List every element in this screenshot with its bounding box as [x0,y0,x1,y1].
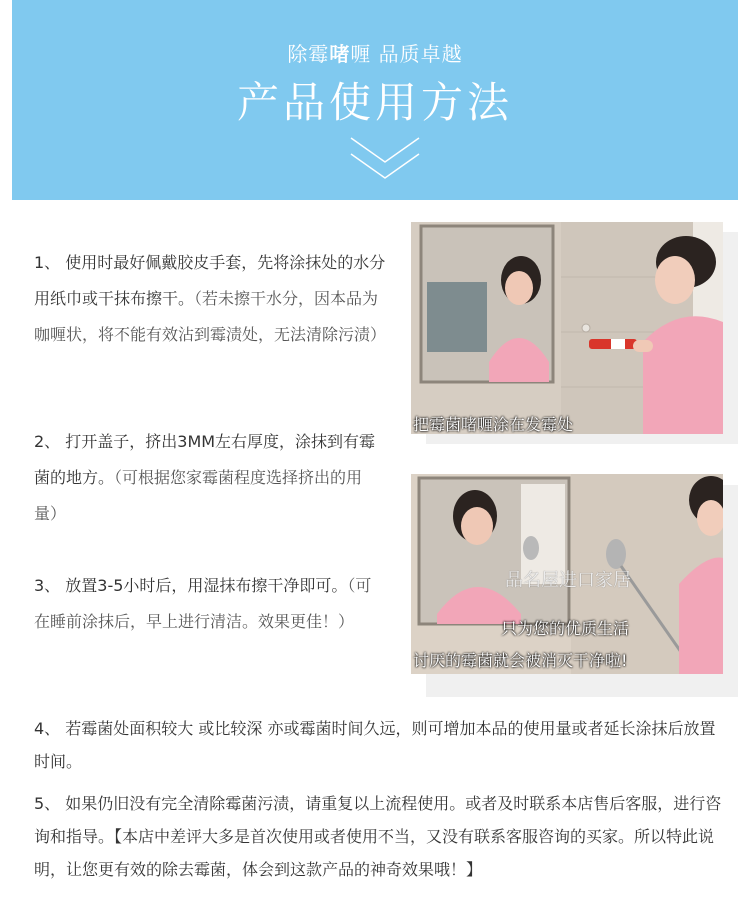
step-2-main: 2、 打开盖子，挤出3MM左右厚度，涂抹到有霉菌的地方。 [34,432,376,487]
photo-1 [411,222,723,434]
banner-subtitle [12,38,738,67]
step-1-main: 1、 使用时最好佩戴胶皮手套，先将涂抹处的水分用纸巾或干抹布擦干。 [34,253,386,308]
photo-1-illustration [411,222,723,434]
step-1-note: （若未擦干水分，因本品为咖喱状，将不能有效沾到霉渍处，无法清除污渍） [34,289,387,344]
step-2 [34,424,386,532]
step-3-main: 3、 放置3-5小时后，用湿抹布擦干净即可。 [34,576,348,595]
banner-subtitle-part1: 除霉 [287,42,330,66]
step-5: 5、 如果仍旧没有完全清除霉菌污渍，请重复以上流程使用。或者及时联系本店售后客服，进行咨询和指导。【本店中差评大多是首次使用或者使用不当，又没有联系客服咨询的买家。所以特此说明，让您更有效的除去霉菌，体会到这款产品的神奇效果哦！】 [34,794,722,879]
photo-2-slogan: 只为您的优质生活 [501,619,630,638]
banner-title: 产品使用方法 [236,78,513,127]
step-1 [34,245,386,353]
banner-subtitle-bold: 啫 [329,42,351,66]
double-chevron-down-icon [347,132,423,184]
step-4: 4、 若霉菌处面积较大 或比较深 亦或霉菌时间久远，则可增加本品的使用量或者延长涂抹后放置时间。 [34,719,716,771]
photo-2 [411,474,723,674]
photo-2-caption: 讨厌的霉菌就会被消灭干净啦! [413,651,628,670]
step-2-note: （可根据您家霉菌程度选择挤出的用量） [34,468,363,523]
photo-1-caption: 把霉菌啫喱涂在发霉处 [413,415,574,434]
banner-subtitle-part2: 喱 品质卓越 [350,42,463,66]
step-3 [34,568,386,640]
photo-2-watermark: 品名屋进口家居 [505,570,631,591]
step-3-note: （可在睡前涂抹后，早上进行清洁。效果更佳！） [34,576,372,631]
header-banner [12,0,738,200]
